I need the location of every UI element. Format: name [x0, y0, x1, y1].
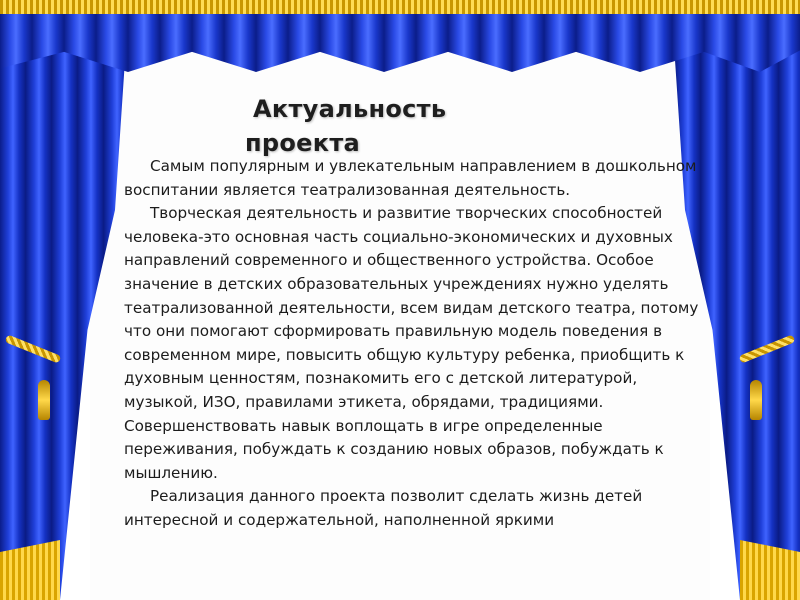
paragraph-3: Реализация данного проекта позволит сделать жизнь детей интересной и содержательной, наполненной яркими — [124, 487, 643, 529]
paragraph-1: Самым популярным и увлекательным направлением в дошкольном воспитании является театрализованная деятельность. — [124, 157, 697, 199]
left-tassel — [38, 380, 50, 420]
right-tassel — [750, 380, 762, 420]
paragraph-2: Творческая деятельность и развитие творческих способностей человека-это основная часть социально-экономических и духовных направлений современного и общественного устройства. Особое значение в детских образовательных учреждениях нужно уделять театрализованной деятельности, всем видам детского театра, потому что они помогают сформировать правильную модель поведения в современном мире, повысить общую культуру ребенка, приобщить к духовным ценностям, познакомить его с детской литературой, музыкой, ИЗО, правилами этикета, обрядами, традициями. Совершенствовать навык воплощать в игре определенные переживания, побуждать к созданию новых образов, побуждать к мышлению. — [124, 204, 699, 482]
valance-fringe — [0, 0, 800, 14]
slide-body — [124, 155, 702, 533]
slide-title: Актуальность проекта — [245, 95, 447, 157]
